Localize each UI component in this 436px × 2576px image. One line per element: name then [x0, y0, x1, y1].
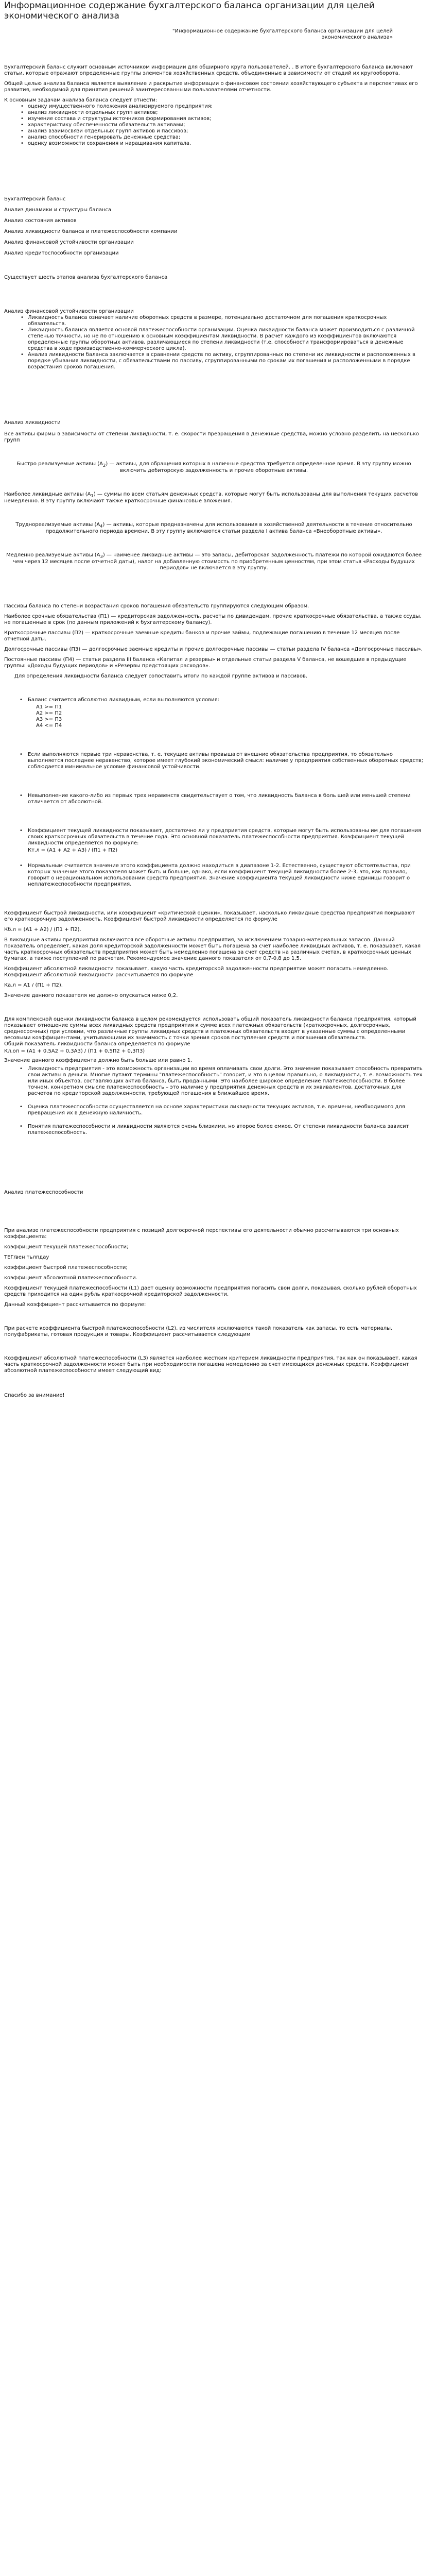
solvency-paragraph: Данный коэффициент рассчитывается по формуле:	[4, 1302, 146, 1308]
list-item: коэффициент быстрой платежеспособности;	[4, 1265, 128, 1271]
condition-line: А2 >= П2	[36, 710, 62, 717]
asset-a1-text: ) — суммы по всем статьям денежных средств, которые могут быть использованы для выполнения текущих расчетов немедленно. В эту группу включают также краткосрочные финансовые вложения.	[4, 492, 418, 504]
list-item: Анализ динамики и структуры баланса	[4, 207, 112, 213]
list-item: коэффициент текущей платежеспособности;	[4, 1244, 129, 1250]
subtitle: "Информационное содержание бухгалтерского баланса организации для целей экономического анализа»	[172, 28, 393, 41]
asset-a3-sub: 3	[100, 554, 103, 560]
asset-a2-text: ) — активы, для обращения которых в наличные средства требуется определенное время. В эту группу можно включить дебиторскую задолженность и прочие оборотные активы.	[106, 461, 411, 474]
conditions-block	[20, 697, 424, 888]
list-item: Анализ финансовой устойчивости организации	[4, 240, 134, 246]
condition-line: А4 <= П4	[36, 723, 62, 729]
passives-section	[4, 603, 424, 680]
list-item: • характеристику обеспеченности обязательств активами;	[21, 122, 424, 128]
passives-paragraph: Наиболее срочные обязательства (П1) — кредиторская задолженность, расчеты по дивидендам, прочие краткосрочные обязательства, а также ссуды, не погашенные в срок (по данным приложений к бухгалтерскому балансу).	[4, 614, 422, 626]
document-page	[0, 1, 436, 1411]
list-item: • Если выполняются первые три неравенства, т. е. текущие активы превышают внешние обязательства предприятия, то обязательно выполняется последнее неравенство, которое имеет глубокий экономический смысл: наличие у предприятия собственных оборотных средств; соблюдается минимальное условие финансовой устойчивости.	[20, 752, 424, 770]
list-item: • Невыполнение какого-либо из первых трех неравенств свидетельствует о том, что ликвидность баланса в боль шей или меньшей степени отличается от абсолютной.	[20, 793, 424, 805]
complex-paragraph: Значение данного коэффициента должно быть больше или равно 1.	[4, 1058, 193, 1064]
list-item: • Понятия платежеспособности и ликвидности являются очень близкими, но второе более емкое. От степени ликвидности баланса зависит платежеспособность.	[20, 1124, 424, 1136]
quick-paragraph: Значение данного показателя не должно опускаться ниже 0,2.	[4, 993, 178, 999]
ktl-formula: Кт.л = (А1 + А2 + А3) / (П1 + П2)	[28, 848, 118, 854]
complex-list	[20, 1066, 424, 1136]
thanks-line: Спасибо за внимание!	[4, 1393, 65, 1399]
list-item: Бухгалтерский баланс	[4, 196, 66, 202]
section-heading: Анализ платежеспособности	[4, 1190, 83, 1196]
quick-paragraph: Коэффициент абсолютной ликвидности показывает, какую часть кредиторской задолженности предприятие может погасить немедленно. Коэффициент абсолютной ликвидности рассчитывается по формуле	[4, 966, 389, 978]
list-item: • Оценка платежеспособности осуществляется на основе характеристики ликвидности текущих активов, т.е. времени, необходимого для превращения их в денежную наличность.	[20, 1104, 424, 1116]
asset-a4-label: Труднореализуемые активы (А	[15, 522, 100, 528]
liquidity-intro: Все активы фирмы в зависимости от степени ликвидности, т. е. скорости превращения в денежные средства, можно условно разделить на несколько групп	[4, 431, 419, 444]
intro-section	[4, 64, 424, 147]
solvency-section	[4, 1190, 424, 1374]
intro-paragraph-3: К основным задачам анализа баланса следует отнести:	[4, 97, 158, 104]
asset-a4-text: ) — активы, которые предназначены для использования в хозяйственной деятельности в течение относительно продолжительного периода времени. В эту группу включаются статьи раздела I актива баланса «Внеоборотные активы».	[45, 522, 412, 535]
list-item: • Ликвидность баланса является основой платежеспособности организации. Оценка ликвидности баланса может производиться с различной степенью точности, но не по отношению к основным коэффициентам ликвидности. В расчет каждого из коэффициентов включаются определенные группы оборотных активов, различающиеся по степени ликвидности (т.е. способности трансформироваться в денежные средства в ходе производственно-коммерческого цикла).	[21, 327, 424, 352]
list-item: • Ликвидность баланса означает наличие оборотных средств в размере, потенциально достаточном для погашения краткосрочных обязательств.	[21, 315, 424, 327]
quick-paragraph: В ликвидные активы предприятия включаются все оборотные активы предприятия, за исключением товарно-материальных запасов. Данный показатель определяет, какая доля кредиторской задолженности может быть погашена за счет наиболее ликвидных активов, т. е. показывает, какая часть краткосрочных обязательств предприятия может быть немедленно погашена за счет средств на различных счетах, в краткосрочных ценных бумагах, а также поступлений по расчетам. Рекомендуемое значение данного показателя от 0,7-0,8 до 1,5.	[4, 937, 421, 962]
stages-line: Существует шесть этапов анализа бухгалтерского баланса	[4, 275, 168, 281]
list-item: Анализ ликвидности баланса и платежеспособности компании	[4, 229, 178, 235]
condition-line: А3 >= П3	[36, 717, 62, 723]
asset-group-a2	[4, 461, 424, 474]
asset-a2-sub: 2	[103, 463, 106, 468]
list-item	[20, 697, 424, 729]
ktl-description: Коэффициент текущей ликвидности показывает, достаточно ли у предприятия средств, которые могут быть использованы им для погашения своих краткосрочных обязательств в течение года. Это основной показатель платежеспособности предприятия. Коэффициент текущей ликвидности определяется по формуле:	[28, 828, 422, 846]
list-item: • изучение состава и структуры источников формирования активов;	[21, 116, 424, 122]
tasks-list	[4, 104, 424, 147]
intro-paragraph-2: Общей целью анализа баланса является выявление и раскрытие информации о финансовом состоянии хозяйствующего субъекта и перспективах его развития, необходимой для принятия решений заинтересованными пользователями отчетности.	[4, 81, 418, 93]
solvency-paragraph: Коэффициент текущей платежеспособности (L1) дает оценку возможности предприятия погасить свои долги, показывая, сколько рублей оборотных средств приходится на один рубль краткосрочной кредиторской задолженности.	[4, 1285, 417, 1298]
list-item: • анализ ликвидности отдельных групп активов;	[21, 110, 424, 116]
list-item: • анализ взаимосвязи отдельных групп активов и пассивов;	[21, 128, 424, 134]
passives-paragraph: Постоянные пассивы (П4) — статьи раздела III баланса «Капитал и резервы» и отдельные статьи раздела V баланса, не вошедшие в предыдущие группы: «Доходы будущих периодов» и «Резервы предстоящих расходов».	[4, 657, 407, 669]
list-item: коэффициент абсолютной платежеспособности.	[4, 1275, 137, 1281]
list-item: Анализ кредитоспособности организации	[4, 250, 119, 257]
passives-paragraph: Краткосрочные пассивы (П2) — краткосрочные заемные кредиты банков и прочие займы, подлежащие погашению в течение 12 месяцев после отчетной даты.	[4, 630, 400, 642]
solvency-paragraph: Коэффициент абсолютной платежеспособности (L3) является наиболее жестким критерием ликвидности предприятия, так как он показывает, какая часть краткосрочной задолженности может быть при необходимости погашена немедленно за счет имеющихся денежных средств. Коэффициент абсолютной платежеспособности имеет следующий вид:	[4, 1355, 417, 1374]
section-heading: Анализ ликвидности	[4, 420, 61, 426]
sections-list	[4, 196, 424, 257]
quick-formula: Кб.л = (А1 + А2) / (П1 + П2).	[4, 927, 81, 933]
quick-paragraph: Коэффициент быстрой ликвидности, или коэффициент «критической оценки», показывает, насколько ликвидные средства предприятия покрывают его краткосрочную задолженность. Коэффициент быстрой ликвидности определяется по формуле	[4, 910, 415, 923]
asset-group-a3	[4, 552, 424, 571]
asset-a4-sub: 4	[100, 523, 103, 529]
fin-stability-section	[4, 309, 424, 370]
liquidity-section	[4, 420, 424, 571]
intro-paragraph-1: Бухгалтерский баланс служит основным источником информации для обширного круга пользователей. . В итоге бухгалтерского баланса включают статьи, которые отражают определенные группы элементов хозяйственных средств, объединенные в зависимости от стадий их кругооборота.	[4, 64, 413, 77]
complex-paragraph: Для комплексной оценки ликвидности баланса в целом рекомендуется использовать общий показатель ликвидности баланса предприятия, который показывает отношение суммы всех ликвидных средств предприятия к сумме всех платежных обязательств (краткосрочных, долгосрочных, среднесрочных) при условии, что различные группы ликвидных средств и платежных обязательств входят в указанные суммы с определенными весовыми коэффициентами, учитывающими их значимость с точки зрения сроков поступления средств и погашения обязательств.	[4, 1016, 416, 1041]
page-title: Информационное содержание бухгалтерского баланса организации для целей экономического анализа	[4, 1, 375, 21]
solvency-paragraph: При расчете коэффициента быстрой платежеспособности (L2), из числителя исключаются такой показатель как запасы, то есть материалы, полуфабрикаты, готовая продукция и товары. Коэффициент рассчитывается следующим	[4, 1326, 393, 1338]
passives-paragraph: Для определения ликвидности баланса следует сопоставить итоги по каждой группе активов и пассивов.	[14, 673, 308, 680]
complex-section	[4, 1016, 424, 1136]
list-item: • оценку возможности сохранения и наращивания капитала.	[21, 141, 424, 147]
asset-group-a1	[4, 492, 424, 504]
absolute-formula: Ка.л = А1 / (П1 + П2).	[4, 982, 63, 989]
complex-paragraph: Общий показатель ликвидности баланса определяется по формуле	[4, 1041, 190, 1047]
solvency-paragraph: При анализе платежеспособности предприятия с позиций долгосрочной перспективы его деятельности обычно рассчитываются три основных коэффициента:	[4, 1228, 399, 1240]
list-item: • анализ способности генерировать денежные средства;	[21, 134, 424, 141]
list-item	[20, 828, 424, 854]
condition-line: А1 >= П1	[36, 704, 62, 710]
list-item: ТЕГ/вен тьлпдау	[4, 1255, 49, 1261]
list-item: • оценку имущественного положения анализируемого предприятия;	[21, 104, 424, 110]
fin-stability-list	[4, 315, 424, 370]
passives-paragraph: Пассивы баланса по степени возрастания сроков погашения обязательств группируются следующим образом.	[4, 603, 309, 609]
conditions-lines	[28, 704, 424, 729]
list-item: Анализ состояния активов	[4, 218, 77, 224]
asset-a1-sub: 1	[91, 493, 94, 499]
asset-a1-label: Наиболее ликвидные активы (А	[4, 492, 91, 498]
asset-a3-label: Медленно реализуемые активы (А	[6, 552, 100, 558]
passives-paragraph: Долгосрочные пассивы (П3) — долгосрочные заемные кредиты и прочие долгосрочные пассивы — статьи раздела IV баланса «Долгосрочные пассивы».	[4, 647, 423, 653]
complex-formula: Кл.оп = (А1 + 0,5А2 + 0,3А3) / (П1 + 0,5П2 + 0,3П3)	[4, 1048, 145, 1055]
section-heading: Анализ финансовой устойчивости организации	[4, 309, 134, 315]
list-item: • Анализ ликвидности баланса заключается в сравнении средств по активу, сгруппированных по степени их ликвидности и расположенных в порядке убывания ликвидности, с обязательствами по пассиву, сгруппированными по срокам их погашения и расположенными в порядке возрастания сроков погашения.	[21, 352, 424, 370]
asset-a3-text: ) — наименее ликвидные активы — это запасы, дебиторская задолженность платежи по которой ожидаются более чем через 12 месяцев после отчетной даты), налог на добавленную стоимость по приобретенным ценностям, при этом статья «Расходы будущих периодов» не включается в эту группу.	[13, 552, 422, 571]
asset-a2-label: Быстро реализуемые активы (А	[16, 461, 103, 467]
list-item: • Ликвидность предприятия - это возможность организации во время оплачивать свои долги. Это значение показывает способность превратить свои активы в деньги. Многие путают термины "платежеспособность" говорит, и это в целом правильно, о ликвидности, т. е. возможность тех или иных объектов, составляющих актив баланса, быть проданными. Это наиболее широкое определение платежеспособности. В более точном, конкретном смысле платежеспособность – это наличие у предприятия денежных средств и их эквивалентов, достаточных для расчетов по кредиторской задолженности, требующей погашения в ближайшее время.	[20, 1066, 424, 1097]
conditions-intro: Баланс считается абсолютно ликвидным, если выполняются условия:	[28, 697, 219, 703]
list-item: • Нормальным считается значение этого коэффициента должно находиться в диапазоне 1-2. Естественно, существуют обстоятельства, при которых значение этого показателя может быть и больше, однако, если коэффициент текущей ликвидности более 2-3, это, как правило, говорит о нерациональном использовании средств предприятия. Значение коэффициента текущей ликвидности ниже единицы говорит о неплатежеспособности предприятия.	[20, 863, 424, 888]
quick-liquidity-section	[4, 910, 424, 999]
asset-group-a4	[4, 522, 424, 535]
